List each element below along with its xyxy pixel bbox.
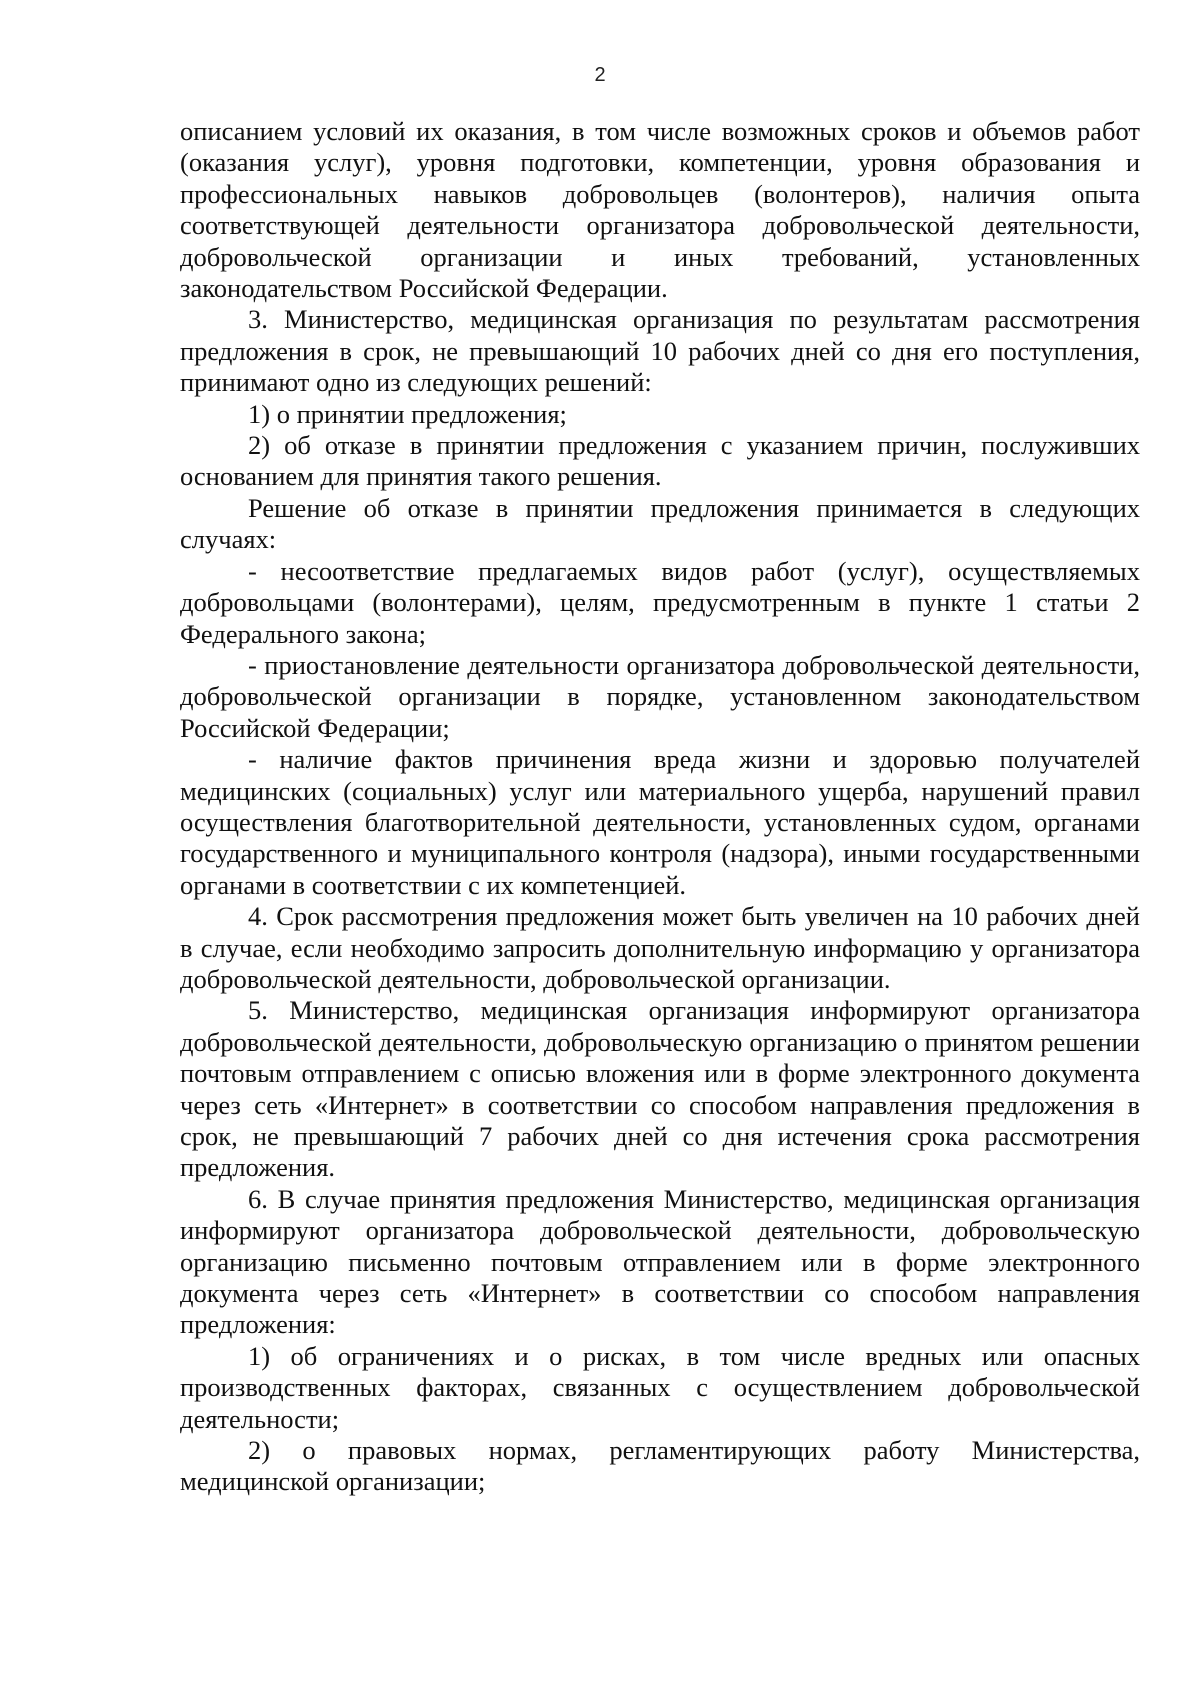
document-body bbox=[180, 116, 1140, 1498]
paragraph-item-6: 6. В случае принятия предложения Министерство, медицинская организация информируют организатора добровольческой деятельности, добровольческую организацию письменно почтовым отправлением или в форме электронного документа через сеть «Интернет» в соответствии со способом направления предложения: bbox=[180, 1183, 1140, 1340]
paragraph-item-4: 4. Срок рассмотрения предложения может быть увеличен на 10 рабочих дней в случае, если необходимо запросить дополнительную информацию у организатора добровольческой деятельности, добровольческой организации. bbox=[180, 901, 1140, 994]
paragraph-item-3: 3. Министерство, медицинская организация по результатам рассмотрения предложения в срок, не превышающий 10 рабочих дней со дня его поступления, принимают одно из следующих решений: bbox=[180, 304, 1140, 398]
paragraph-item-5: 5. Министерство, медицинская организация информируют организатора добровольческой деятельности, добровольческую организацию о принятом решении почтовым отправлением с описью вложения или в форме электронного документа через сеть «Интернет» в соответствии со способом направления предложения в срок, не превышающий 7 рабочих дней со дня истечения срока рассмотрения предложения. bbox=[180, 995, 1140, 1183]
paragraph-refusal-case-3: - наличие фактов причинения вреда жизни и здоровью получателей медицинских (социальных) услуг или материального ущерба, нарушений правил осуществления благотворительной деятельности, установленных судом, органами государственного и муниципального контроля (надзора), иными государственными органами в соответствии с их компетенцией. bbox=[180, 744, 1140, 900]
paragraph-refusal-case-1: - несоответствие предлагаемых видов работ (услуг), осуществляемых добровольцами (волонтерами), целям, предусмотренным в пункте 1 статьи 2 Федерального закона; bbox=[180, 555, 1140, 649]
paragraph-subitem-2: 2) об отказе в принятии предложения с указанием причин, послуживших основанием для принятия такого решения. bbox=[180, 430, 1140, 492]
paragraph-refusal-intro: Решение об отказе в принятии предложения принимается в следующих случаях: bbox=[180, 492, 1140, 555]
paragraph-item-6-subitem-2: 2) о правовых нормах, регламентирующих работу Министерства, медицинской организации; bbox=[180, 1435, 1140, 1497]
paragraph-subitem-1: 1) о принятии предложения; bbox=[248, 398, 567, 429]
paragraph-continuation: описанием условий их оказания, в том числе возможных сроков и объемов работ (оказания услуг), уровня подготовки, компетенции, уровня образования и профессиональных навыков добровольцев (волонтеров), наличия опыта соответствующей деятельности организатора добровольческой деятельности, добровольческой организации и иных требований, установленных законодательством Российской Федерации. bbox=[180, 116, 1140, 304]
page-number: 2 bbox=[594, 64, 606, 86]
paragraph-refusal-case-2: - приостановление деятельности организатора добровольческой деятельности, добровольческой организации в порядке, установленном законодательством Российской Федерации; bbox=[180, 649, 1140, 743]
paragraph-item-6-subitem-1: 1) об ограничениях и о рисках, в том числе вредных или опасных производственных факторах, связанных с осуществлением добровольческой деятельности; bbox=[180, 1340, 1140, 1434]
